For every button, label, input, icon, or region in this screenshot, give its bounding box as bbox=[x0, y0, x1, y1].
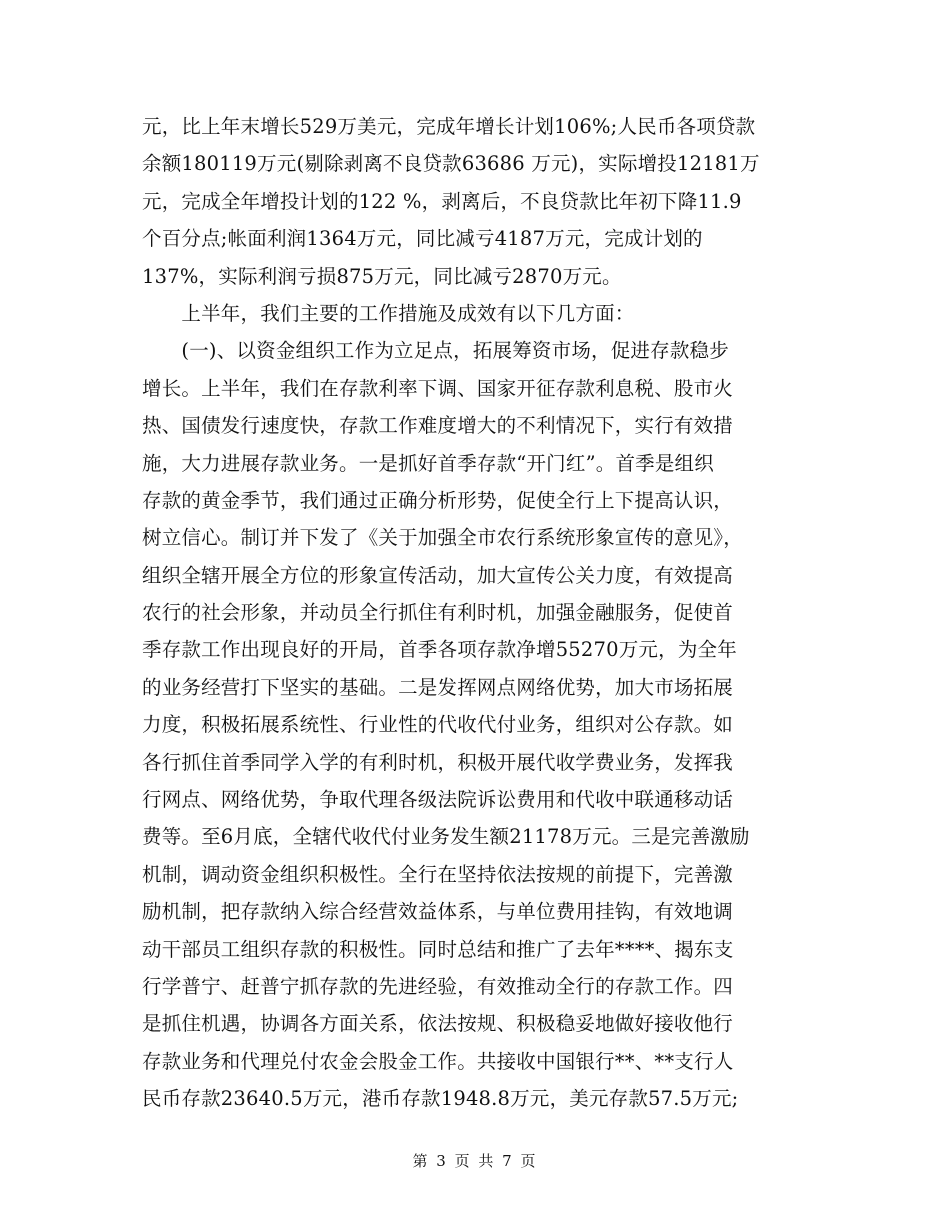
text-line: 热、国债发行速度快，存款工作难度增大的不利情况下，实行有效措 bbox=[142, 414, 734, 438]
text-line: 余额180119万元(剔除剥离不良贷款63686 万元)，实际增投12181万 bbox=[142, 152, 760, 176]
text-line: 机制，调动资金组织积极性。全行在坚持依法按规的前提下，完善激 bbox=[142, 862, 734, 886]
text-line: 存款业务和代理兑付农金会股金工作。共接收中国银行**、**支行人 bbox=[142, 1049, 734, 1073]
text-line: 元，比上年末增长529万美元，完成年增长计划106%;人民币各项贷款 bbox=[142, 115, 756, 138]
text-line: 上半年，我们主要的工作措施及成效有以下几方面： bbox=[142, 301, 635, 325]
text-line: 力度，积极拓展系统性、行业性的代收代付业务，组织对公存款。如 bbox=[142, 713, 734, 737]
text-line: 民币存款23640.5万元，港币存款1948.8万元，美元存款57.5万元; bbox=[142, 1087, 739, 1111]
text-line: 施，大力进展存款业务。一是抓好首季存款“开门红”。首季是组织 bbox=[142, 451, 714, 475]
text-line: 元，完成全年增投计划的122 %，剥离后，不良贷款比年初下降11.9 bbox=[142, 189, 742, 213]
text-line: 季存款工作出现良好的开局，首季各项存款净增55270万元，为全年 bbox=[142, 638, 737, 662]
text-line: (一)、以资金组织工作为立足点，拓展筹资市场，促进存款稳步 bbox=[142, 339, 729, 363]
text-line: 农行的社会形象，并动员全行抓住有利时机，加强金融服务，促使首 bbox=[142, 601, 734, 625]
text-line: 个百分点;帐面利润1364万元，同比减亏4187万元，完成计划的 bbox=[142, 227, 703, 251]
text-line: 增长。上半年，我们在存款利率下调、国家开征存款利息税、股市火 bbox=[142, 376, 734, 400]
body-text bbox=[142, 108, 822, 1118]
text-line: 137%，实际利润亏损875万元，同比减亏2870万元。 bbox=[142, 264, 622, 288]
text-line: 的业务经营打下坚实的基础。二是发挥网点网络优势，加大市场拓展 bbox=[142, 675, 734, 699]
text-line: 励机制，把存款纳入综合经营效益体系，与单位费用挂钩，有效地调 bbox=[142, 900, 734, 924]
text-line: 动干部员工组织存款的积极性。同时总结和推广了去年****、揭东支 bbox=[142, 937, 734, 961]
text-line: 树立信心。制订并下发了《关于加强全市农行系统形象宣传的意见》， bbox=[142, 526, 743, 550]
text-line: 各行抓住首季同学入学的有利时机，积极开展代收学费业务，发挥我 bbox=[142, 750, 734, 774]
text-line: 存款的黄金季节，我们通过正确分析形势，促使全行上下提高认识， bbox=[142, 488, 734, 512]
text-line: 组织全辖开展全方位的形象宣传活动，加大宣传公关力度，有效提高 bbox=[142, 563, 734, 587]
page-number-footer: 第 3 页 共 7 页 bbox=[412, 1152, 538, 1170]
text-line: 行网点、网络优势，争取代理各级法院诉讼费用和代收中联通移动话 bbox=[142, 788, 734, 812]
text-line: 是抓住机遇，协调各方面关系，依法按规、积极稳妥地做好接收他行 bbox=[142, 1012, 734, 1036]
text-line: 行学普宁、赶普宁抓存款的先进经验，有效推动全行的存款工作。四 bbox=[142, 974, 734, 998]
text-line: 费等。至6月底，全辖代收代付业务发生额21178万元。三是完善激励 bbox=[142, 825, 750, 849]
